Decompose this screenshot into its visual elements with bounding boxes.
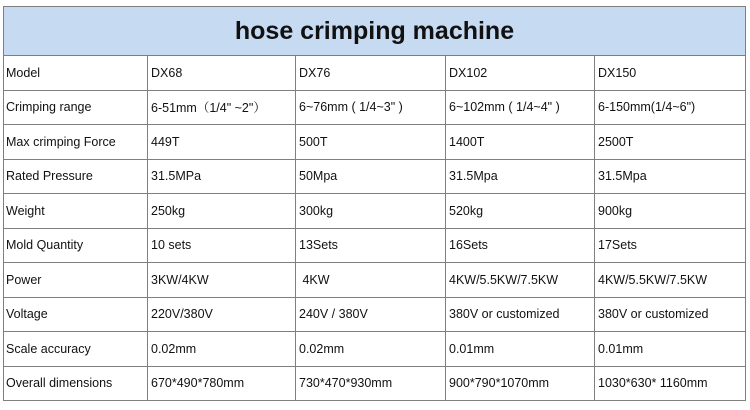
row-label: Max crimping Force: [4, 125, 148, 160]
table-row-mold-quantity: [4, 228, 746, 263]
cell-dx76: 500T: [296, 125, 446, 160]
row-label: Weight: [4, 194, 148, 229]
cell-dx102: 1400T: [446, 125, 595, 160]
cell-dx150: 6-150mm(1/4~6"): [595, 90, 746, 125]
table-title: hose crimping machine: [4, 7, 746, 56]
row-label: Mold Quantity: [4, 228, 148, 263]
cell-dx102: 520kg: [446, 194, 595, 229]
cell-dx76: 50Mpa: [296, 159, 446, 194]
cell-dx68: 10 sets: [148, 228, 296, 263]
cell-dx68: 250kg: [148, 194, 296, 229]
cell-dx150: 380V or customized: [595, 297, 746, 332]
cell-dx102: 380V or customized: [446, 297, 595, 332]
cell-dx150: 17Sets: [595, 228, 746, 263]
title-row: [4, 7, 746, 56]
cell-dx150: DX150: [595, 56, 746, 91]
cell-dx68: 6-51mm（1/4" ~2"）: [148, 90, 296, 125]
row-label: Voltage: [4, 297, 148, 332]
table-row-crimping-range: [4, 90, 746, 125]
row-label: Scale accuracy: [4, 332, 148, 367]
table-row-power: [4, 263, 746, 298]
cell-dx102: 31.5Mpa: [446, 159, 595, 194]
cell-dx150: 0.01mm: [595, 332, 746, 367]
row-label: Model: [4, 56, 148, 91]
table-row-voltage: [4, 297, 746, 332]
row-label: Rated Pressure: [4, 159, 148, 194]
cell-dx76: 4KW: [296, 263, 446, 298]
table-row-rated-pressure: [4, 159, 746, 194]
table-row-weight: [4, 194, 746, 229]
cell-dx68: 0.02mm: [148, 332, 296, 367]
cell-dx102: 4KW/5.5KW/7.5KW: [446, 263, 595, 298]
cell-dx150: 2500T: [595, 125, 746, 160]
table-row-overall-dimensions: [4, 366, 746, 401]
cell-dx76: DX76: [296, 56, 446, 91]
cell-dx150: 900kg: [595, 194, 746, 229]
cell-dx68: 449T: [148, 125, 296, 160]
cell-dx76: 13Sets: [296, 228, 446, 263]
cell-dx102: DX102: [446, 56, 595, 91]
row-label: Crimping range: [4, 90, 148, 125]
cell-dx76: 730*470*930mm: [296, 366, 446, 401]
cell-dx150: 31.5Mpa: [595, 159, 746, 194]
cell-dx68: 31.5MPa: [148, 159, 296, 194]
cell-dx102: 900*790*1070mm: [446, 366, 595, 401]
cell-dx68: 670*490*780mm: [148, 366, 296, 401]
cell-dx102: 0.01mm: [446, 332, 595, 367]
cell-dx150: 4KW/5.5KW/7.5KW: [595, 263, 746, 298]
cell-dx76: 300kg: [296, 194, 446, 229]
table-row-model: [4, 56, 746, 91]
table-row-scale-accuracy: [4, 332, 746, 367]
cell-dx76: 240V / 380V: [296, 297, 446, 332]
row-label: Overall dimensions: [4, 366, 148, 401]
table-row-max-crimping-force: [4, 125, 746, 160]
spec-table: [3, 6, 746, 401]
cell-dx76: 6~76mm ( 1/4~3" ): [296, 90, 446, 125]
cell-dx68: DX68: [148, 56, 296, 91]
cell-dx150: 1030*630* 1160mm: [595, 366, 746, 401]
cell-dx68: 3KW/4KW: [148, 263, 296, 298]
cell-dx68: 220V/380V: [148, 297, 296, 332]
cell-dx76: 0.02mm: [296, 332, 446, 367]
cell-dx102: 16Sets: [446, 228, 595, 263]
cell-dx102: 6~102mm ( 1/4~4" ): [446, 90, 595, 125]
row-label: Power: [4, 263, 148, 298]
